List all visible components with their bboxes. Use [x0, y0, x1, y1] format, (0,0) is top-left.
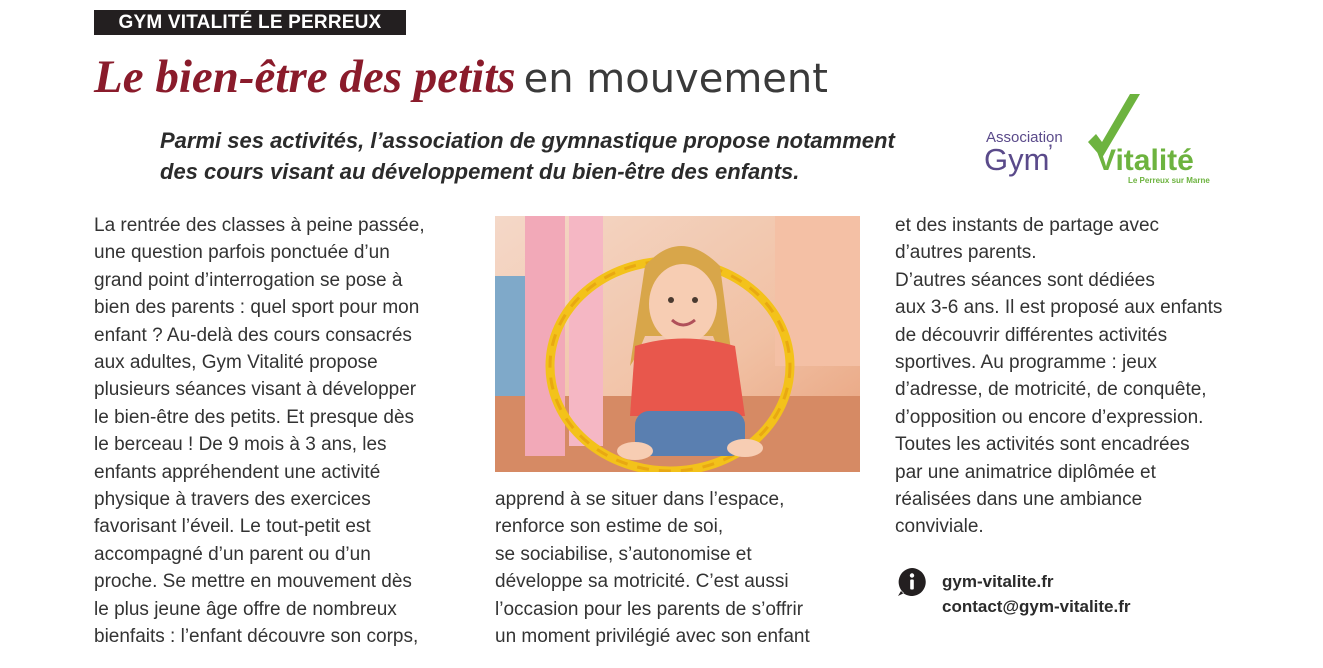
text-line: D’autres séances sont dédiées: [895, 269, 1155, 291]
logo-vitalite-text: Vitalité: [1096, 144, 1194, 177]
logo-association-text: Association: [986, 129, 1063, 146]
email-link[interactable]: contact@gym-vitalite.fr: [942, 597, 1131, 616]
text-line: accompagné d’un parent ou d’un: [94, 543, 371, 565]
text-line: enfant ? Au-delà des cours consacrés: [94, 324, 412, 346]
text-line: et des instants de partage avec: [895, 215, 1160, 236]
child-hoop-photo: [495, 216, 860, 472]
text-line: Toutes les activités sont encadrées: [895, 434, 1190, 456]
text-line: bien des parents : quel sport pour mon: [94, 297, 420, 319]
photo-child-hand: [727, 439, 763, 457]
text-line: renforce son estime de soi,: [495, 516, 724, 538]
info-icon: [897, 567, 927, 597]
headline-rest: en mouvement: [523, 56, 828, 102]
text-line: proche. Se mettre en mouvement dès: [94, 571, 412, 593]
text-line: réalisées dans une ambiance: [895, 489, 1143, 511]
text-line: grand point d’interrogation se pose à: [94, 269, 403, 291]
lede-line: Parmi ses activités, l’association de gymnastique propose notamment: [160, 128, 895, 153]
photo-pink-leg: [569, 216, 603, 446]
text-line: sportives. Au programme : jeux: [895, 352, 1157, 374]
text-line: par une animatrice diplômée et: [895, 461, 1156, 483]
text-line: d’autres parents.: [895, 242, 1037, 264]
lede-line: des cours visant au développement du bien-être des enfants.: [160, 159, 800, 184]
logo-gym-text: Gym: [984, 142, 1050, 177]
text-line: un moment privilégié avec son enfant: [495, 626, 810, 648]
contact-block: [942, 569, 1131, 619]
gym-vitalite-logo: [980, 90, 1225, 190]
text-line: se sociabilise, s’autonomise et: [495, 543, 752, 565]
logo-subtitle-text: Le Perreux sur Marne: [1128, 176, 1210, 185]
text-line: d’adresse, de motricité, de conquête,: [895, 379, 1207, 401]
text-line: conviviale.: [895, 516, 984, 538]
text-line: l’occasion pour les parents de s’offrir: [495, 598, 804, 620]
text-line: le berceau ! De 9 mois à 3 ans, les: [94, 434, 387, 456]
text-line: apprend à se situer dans l’espace,: [495, 489, 785, 510]
photo-child-eye: [668, 297, 674, 303]
photo-child-eye: [692, 297, 698, 303]
article-column-1: [94, 212, 474, 651]
section-tag: GYM VITALITÉ LE PERREUX: [94, 10, 406, 35]
website-link[interactable]: gym-vitalite.fr: [942, 572, 1054, 591]
text-line: une question parfois ponctuée d’un: [94, 242, 390, 264]
text-line: le bien-être des petits. Et presque dès: [94, 406, 415, 428]
text-line: plusieurs séances visant à développer: [94, 379, 417, 401]
text-line: physique à travers des exercices: [94, 489, 371, 511]
text-line: aux 3-6 ans. Il est proposé aux enfants: [895, 297, 1223, 319]
logo-apostrophe: ’: [1048, 140, 1053, 165]
headline-emphasis: Le bien-être des petits: [94, 51, 516, 103]
article-column-3: [895, 212, 1295, 541]
headline: [94, 50, 828, 104]
lede: [160, 125, 970, 187]
photo-child-face: [649, 264, 717, 344]
text-line: d’opposition ou encore d’expression.: [895, 406, 1204, 428]
text-line: enfants appréhendent une activité: [94, 461, 381, 483]
text-line: aux adultes, Gym Vitalité propose: [94, 352, 378, 374]
text-line: de découvrir différentes activités: [895, 324, 1168, 346]
text-line: bienfaits : l’enfant découvre son corps,: [94, 626, 419, 648]
photo-child-shirt: [630, 339, 745, 417]
text-line: La rentrée des classes à peine passée,: [94, 215, 425, 236]
text-line: développe sa motricité. C’est aussi: [495, 571, 789, 593]
article-column-2: [495, 486, 875, 650]
text-line: favorisant l’éveil. Le tout-petit est: [94, 516, 371, 538]
text-line: le plus jeune âge offre de nombreux: [94, 598, 397, 620]
photo-child-hand: [617, 442, 653, 460]
